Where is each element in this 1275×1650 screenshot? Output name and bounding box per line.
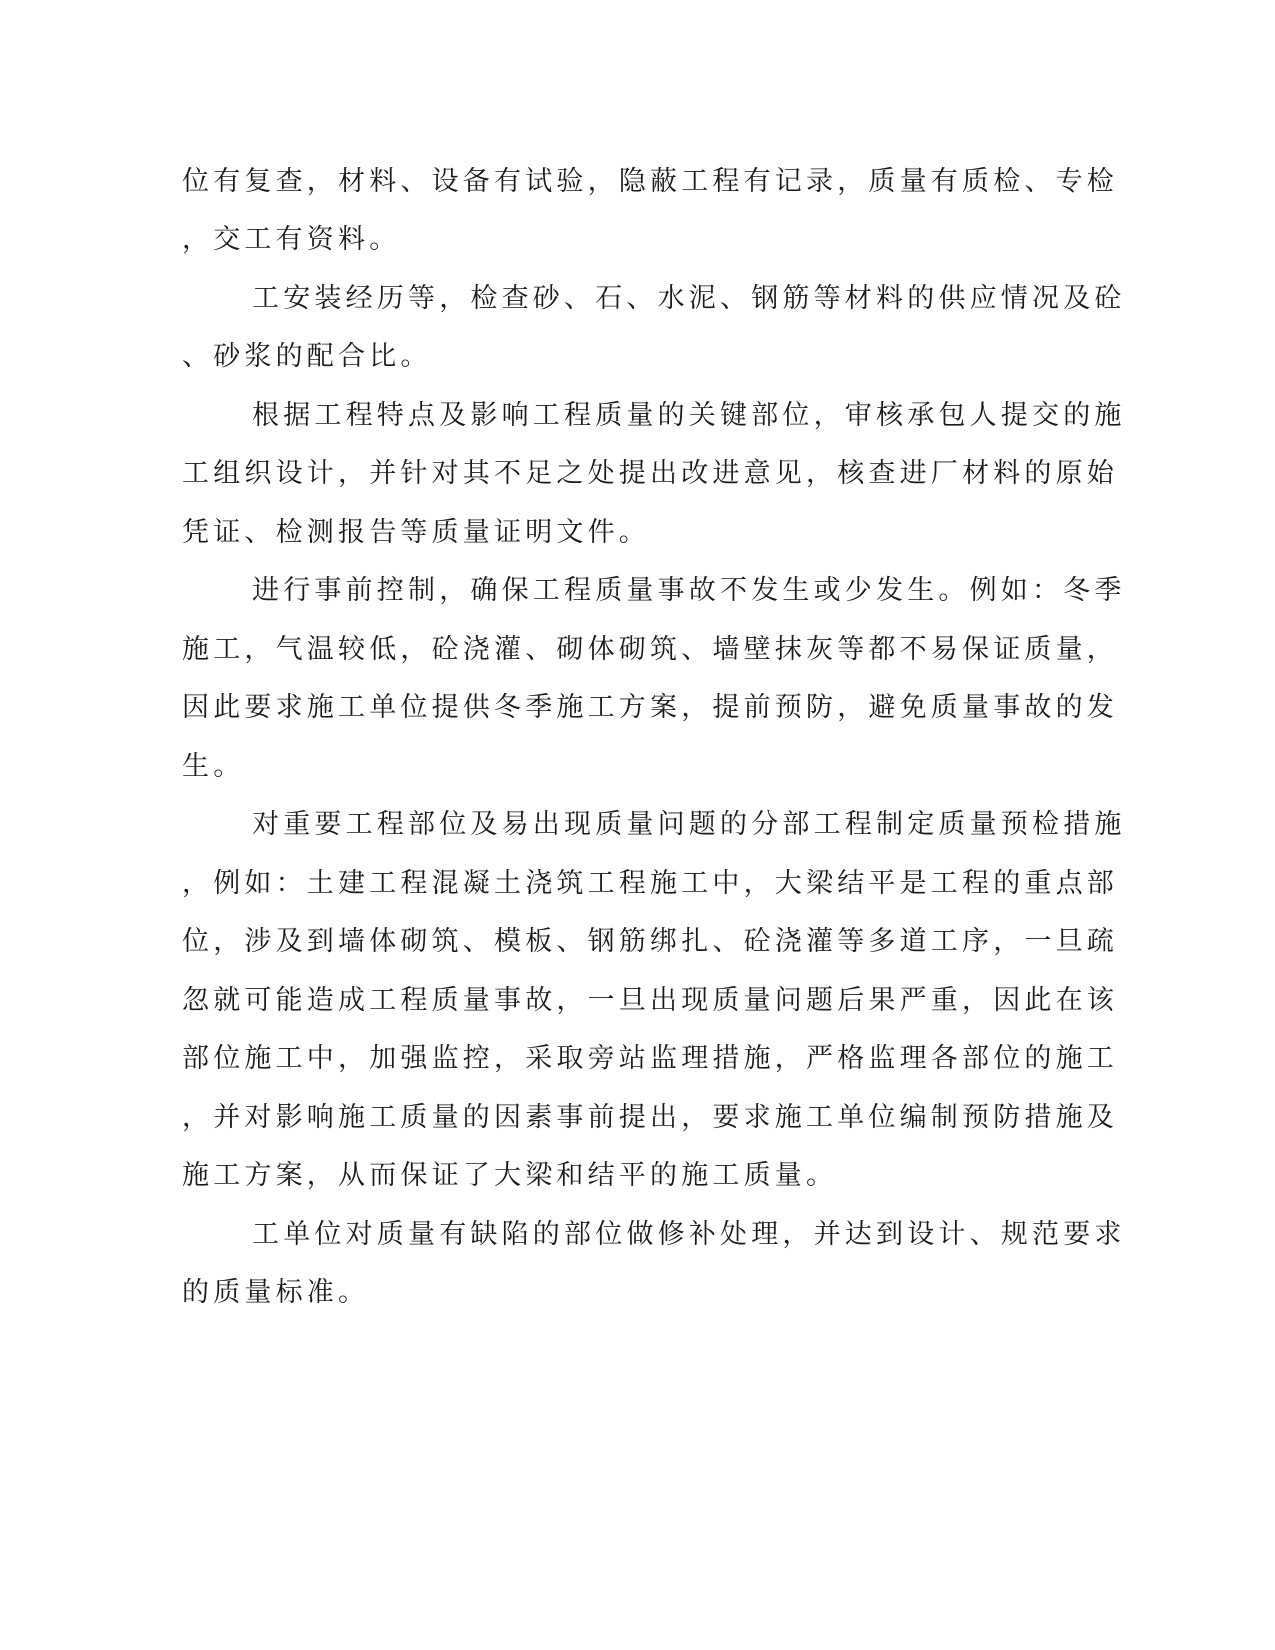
text-line: 工组织设计，并针对其不足之处提出改进意见，核查进厂材料的原始	[182, 458, 1118, 489]
text-line: 施工方案，从而保证了大梁和结平的施工质量。	[182, 1160, 838, 1191]
text-line: 凭证、检测报告等质量证明文件。	[182, 517, 650, 548]
text-line: ，例如：土建工程混凝土浇筑工程施工中，大梁结平是工程的重点部	[182, 868, 1118, 899]
text-line: 进行事前控制，确保工程质量事故不发生或少发生。例如：冬季	[252, 575, 1126, 606]
text-line: 施工，气温较低，砼浇灌、砌体砌筑、墙壁抹灰等都不易保证质量，	[182, 634, 1118, 665]
text-line: 位有复查，材料、设备有试验，隐蔽工程有记录，质量有质检、专检	[182, 166, 1118, 197]
text-line: 部位施工中，加强监控，采取旁站监理措施，严格监理各部位的施工	[182, 1043, 1118, 1074]
text-line: 、砂浆的配合比。	[182, 341, 432, 372]
text-line: 生。	[182, 751, 245, 782]
text-line: 对重要工程部位及易出现质量问题的分部工程制定质量预检措施	[252, 809, 1126, 840]
text-line: 的质量标准。	[182, 1277, 370, 1308]
text-line: 工安装经历等，检查砂、石、水泥、钢筋等材料的供应情况及砼	[252, 283, 1126, 314]
text-line: 忽就可能造成工程质量事故，一旦出现质量问题后果严重，因此在该	[182, 985, 1118, 1016]
text-line: 工单位对质量有缺陷的部位做修补处理，并达到设计、规范要求	[252, 1219, 1126, 1250]
text-line: ，并对影响施工质量的因素事前提出，要求施工单位编制预防措施及	[182, 1102, 1118, 1133]
text-line: 位，涉及到墙体砌筑、模板、钢筋绑扎、砼浇灌等多道工序，一旦疏	[182, 926, 1118, 957]
text-line: 根据工程特点及影响工程质量的关键部位，审核承包人提交的施	[252, 400, 1126, 431]
text-line: ，交工有资料。	[182, 224, 401, 255]
text-line: 因此要求施工单位提供冬季施工方案，提前预防，避免质量事故的发	[182, 692, 1118, 723]
